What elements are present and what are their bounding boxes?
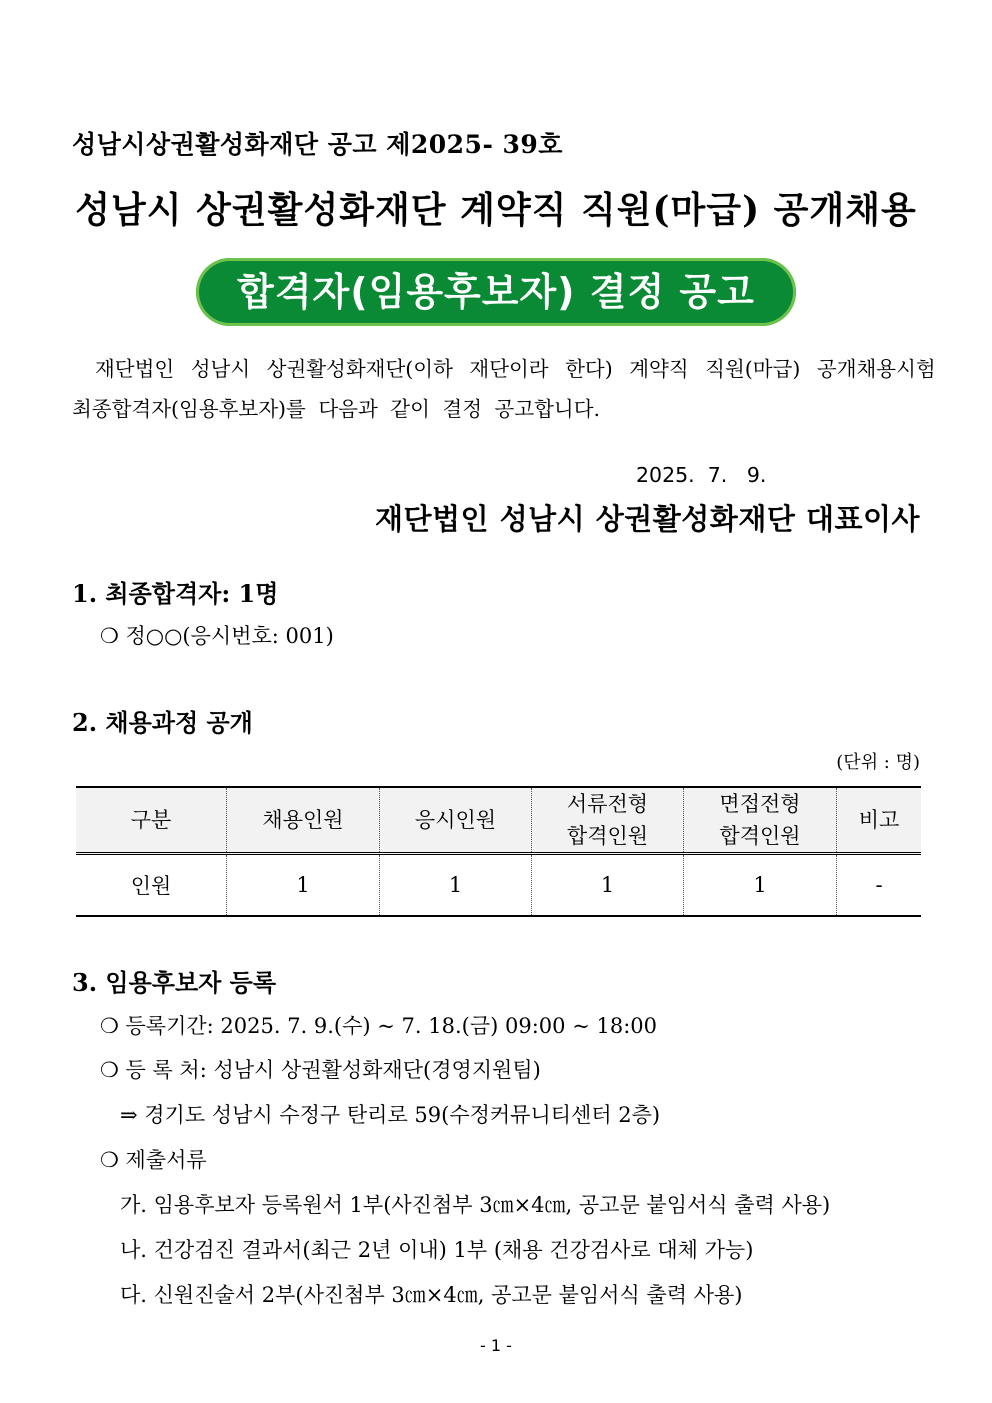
banner-text: 합격자(임용후보자) 결정 공고 xyxy=(237,270,755,314)
organization-signature: 재단법인 성남시 상권활성화재단 대표이사 xyxy=(374,502,920,536)
header-remarks: 비고 xyxy=(837,787,922,854)
table-header-row xyxy=(76,787,921,854)
final-candidate-item: ❍ 정○○(응시번호: 001) xyxy=(100,624,334,648)
page-number: - 1 - xyxy=(480,1336,512,1355)
notice-date: 2025. 7. 9. xyxy=(636,463,767,487)
intro-line-2: 최종합격자(임용후보자)를 다음과 같이 결정 공고합니다. xyxy=(72,397,601,421)
table-row xyxy=(76,854,921,917)
cell-document-pass: 1 xyxy=(532,854,684,917)
cell-hiring-count: 1 xyxy=(227,854,380,917)
document-item: 나. 건강검진 결과서(최근 2년 이내) 1부 (채용 건강검사로 대체 가능) xyxy=(120,1238,754,1262)
section-2-title: 2. 채용과정 공개 xyxy=(72,708,253,737)
intro-line-1: 재단법인 성남시 상권활성화재단(이하 재단이라 한다) 계약직 직원(마급) 공개채용시험 xyxy=(95,357,936,381)
table-unit-label: (단위 : 명) xyxy=(836,752,920,773)
cell-interview-pass: 1 xyxy=(684,854,837,917)
documents-title: ❍ 제출서류 xyxy=(100,1148,207,1172)
recruitment-table xyxy=(76,786,921,917)
page-title: 성남시 상권활성화재단 계약직 직원(마급) 공개채용 xyxy=(75,189,917,231)
document-item: 가. 임용후보자 등록원서 1부(사진첨부 3㎝×4㎝, 공고문 붙임서식 출력 사용) xyxy=(120,1193,831,1217)
header-hiring-count: 채용인원 xyxy=(227,787,380,854)
registration-period: ❍ 등록기간: 2025. 7. 9.(수) ~ 7. 18.(금) 09:00 ~ 18:00 xyxy=(100,1014,657,1038)
section-3-title: 3. 임용후보자 등록 xyxy=(72,968,277,997)
header-category: 구분 xyxy=(76,787,227,854)
header-applicant-count: 응시인원 xyxy=(380,787,532,854)
registration-address: ⇒ 경기도 성남시 수정구 탄리로 59(수정커뮤니티센터 2층) xyxy=(120,1103,661,1127)
cell-applicant-count: 1 xyxy=(380,854,532,917)
section-1-title: 1. 최종합격자: 1명 xyxy=(72,579,279,608)
notice-number: 성남시상권활성화재단 공고 제2025- 39호 xyxy=(72,130,563,159)
document-item: 다. 신원진술서 2부(사진첨부 3㎝×4㎝, 공고문 붙임서식 출력 사용) xyxy=(120,1283,743,1307)
cell-category: 인원 xyxy=(76,854,227,917)
header-document-pass: 서류전형 합격인원 xyxy=(532,787,684,854)
registration-place: ❍ 등 록 처: 성남시 상권활성화재단(경영지원팀) xyxy=(100,1058,541,1082)
header-interview-pass: 면접전형 합격인원 xyxy=(684,787,837,854)
cell-remarks: - xyxy=(837,854,922,917)
